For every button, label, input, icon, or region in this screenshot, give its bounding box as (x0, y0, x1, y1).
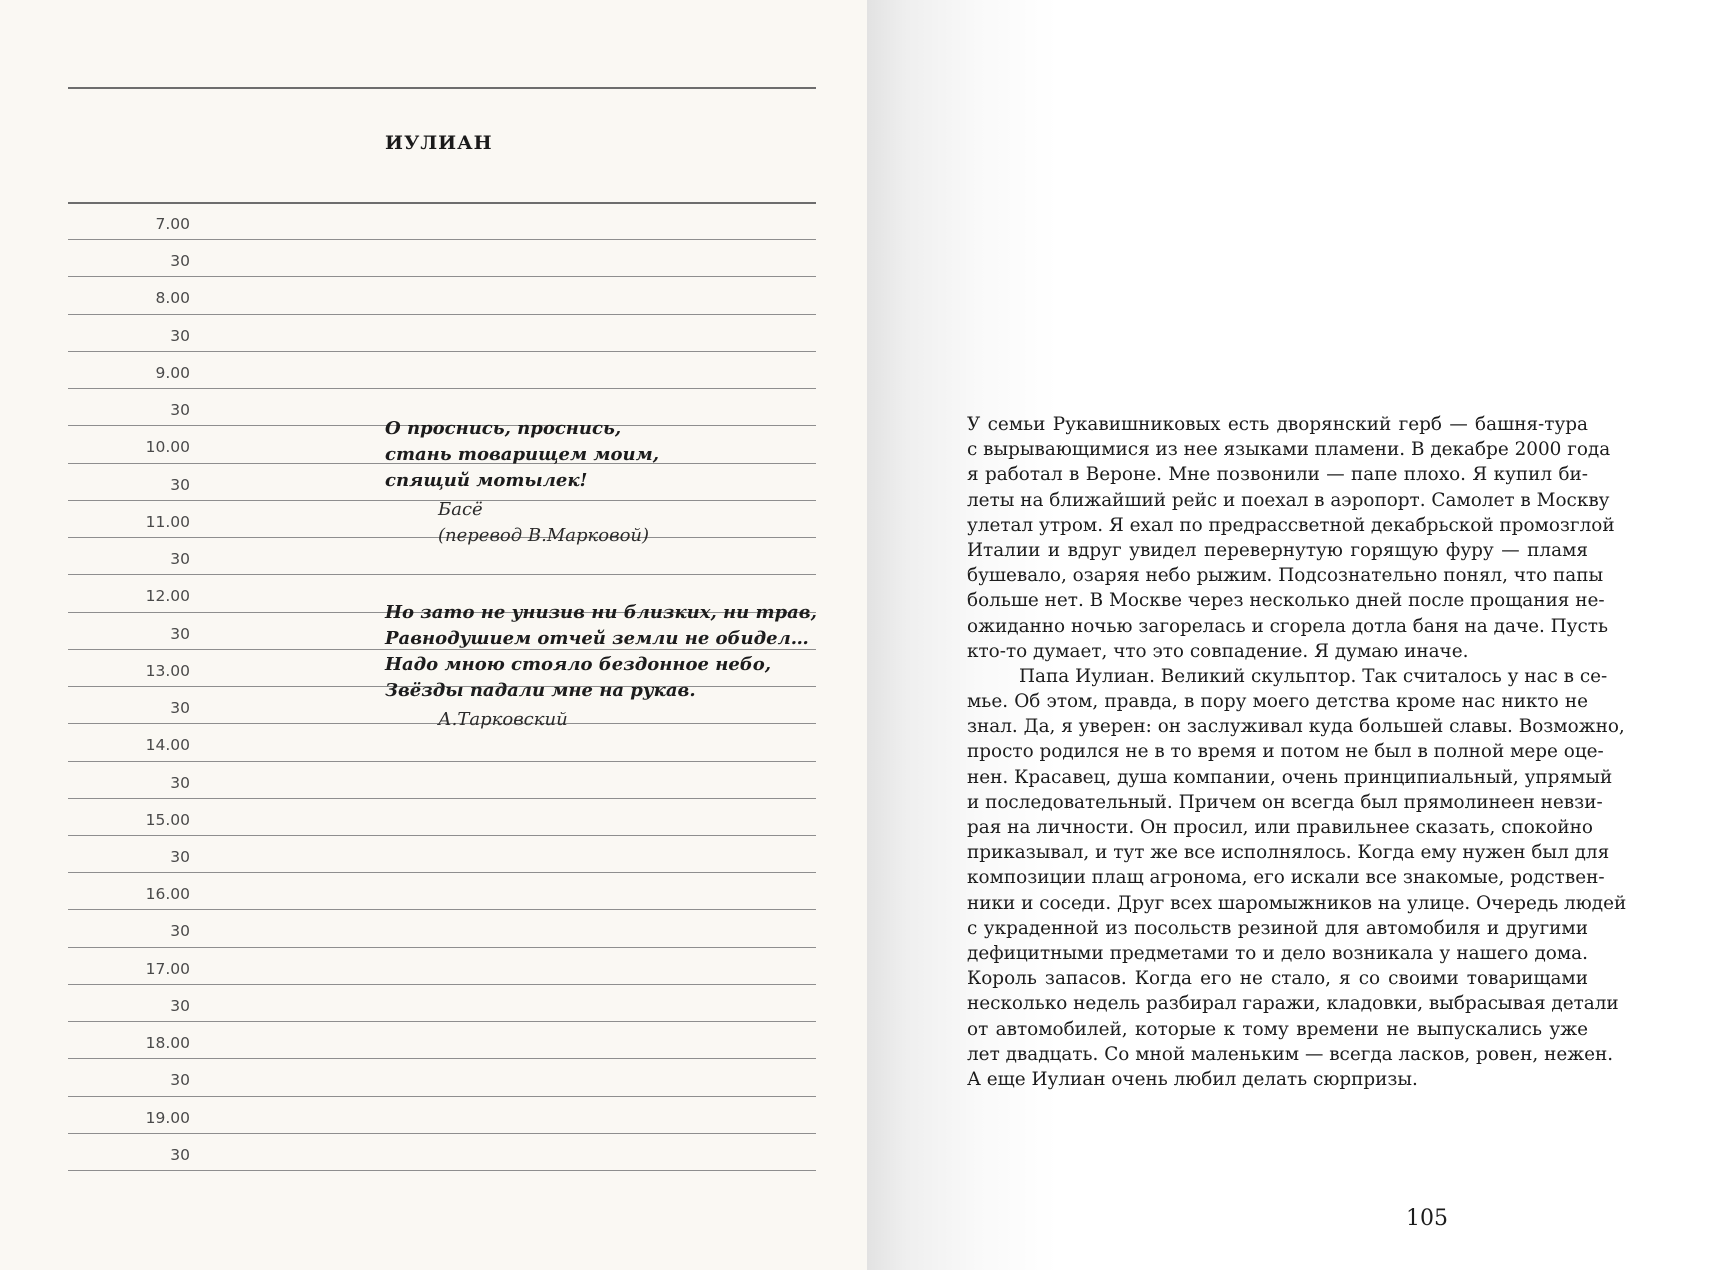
time-label: 30 (170, 326, 190, 345)
time-label: 30 (170, 996, 190, 1015)
time-label: 30 (170, 475, 190, 494)
epigraph-basho (385, 416, 659, 494)
poem-line: Надо мною стояло бездонное небо, (385, 654, 772, 675)
time-slot (68, 910, 816, 947)
time-label: 10.00 (145, 438, 190, 457)
poem-author: А.Тарковский (438, 709, 568, 730)
text-line: улетал утром. Я ехал по предрассветной декабрьской промозглой (967, 514, 1615, 536)
time-label: 30 (170, 550, 190, 569)
body-text (967, 412, 1627, 1092)
time-label: 12.00 (145, 587, 190, 606)
time-label: 30 (170, 922, 190, 941)
time-label: 16.00 (145, 885, 190, 904)
poem-line: Равнодушием отчей земли не обидел… (385, 628, 809, 649)
text-line: с украденной из посольств резиной для автомобиля и другими (967, 917, 1588, 939)
time-label: 30 (170, 847, 190, 866)
time-label: 30 (170, 252, 190, 271)
text-line: и последовательный. Причем он всегда был прямолинеен невзи- (967, 791, 1603, 813)
time-label: 30 (170, 401, 190, 420)
poem-line: стань товарищем моим, (385, 444, 659, 465)
time-slot (68, 240, 816, 277)
time-slot (68, 1059, 816, 1096)
text-line: я работал в Вероне. Мне позвонили — папе плохо. Я купил би- (967, 464, 1588, 486)
text-line: Король запасов. Когда его не стало, я со своими товарищами (967, 968, 1588, 990)
epigraph-tarkovsky (385, 600, 817, 704)
text-line: кто-то думает, что это совпадение. Я думаю иначе. (967, 640, 1469, 662)
time-label: 11.00 (145, 512, 190, 531)
time-label: 30 (170, 773, 190, 792)
time-slot (68, 203, 816, 240)
time-label: 8.00 (155, 289, 190, 308)
poem-line: Но зато не унизив ни близких, ни трав, (385, 602, 817, 623)
poem-line: Звёзды падали мне на рукав. (385, 680, 696, 701)
time-label: 30 (170, 624, 190, 643)
text-line: дефицитными предметами то и дело возникала у нашего дома. (967, 942, 1588, 964)
text-line: композиции плащ агронома, его искали все знакомые, родствен- (967, 867, 1605, 889)
text-line: ники и соседи. Друг всех шаромыжников на улице. Очередь людей (967, 892, 1627, 914)
time-label: 14.00 (145, 736, 190, 755)
page-number: 105 (1406, 1206, 1448, 1231)
time-slot (68, 315, 816, 352)
time-label: 7.00 (155, 215, 190, 233)
time-slot (68, 873, 816, 910)
text-line: знал. Да, я уверен: он заслуживал куда большей славы. Возможно, (967, 716, 1625, 738)
time-label: 17.00 (145, 959, 190, 978)
text-line: рая на личности. Он просил, или правильнее сказать, спокойно (967, 817, 1593, 838)
text-line: леты на ближайший рейс и поехал в аэропорт. Самолет в Москву (967, 489, 1610, 511)
text-line: несколько недель разбирал гаражи, кладовки, выбрасывая детали (967, 993, 1619, 1015)
planner-heading: ИУЛИАН (385, 132, 493, 154)
time-label: 19.00 (145, 1108, 190, 1127)
epigraph-basho-attribution (438, 497, 649, 549)
text-line: приказывал, и тут же все исполнялось. Когда ему нужен был для (967, 842, 1610, 864)
time-slot (68, 1022, 816, 1059)
time-slot (68, 836, 816, 873)
time-label: 15.00 (145, 810, 190, 829)
time-slot (68, 352, 816, 389)
time-label: 30 (170, 1145, 190, 1164)
text-line: лет двадцать. Со мной маленьким — всегда ласков, ровен, нежен. (967, 1043, 1614, 1065)
text-line: Италии и вдруг увидел перевернутую горящую фуру — пламя (967, 539, 1588, 561)
text-line: просто родился не в то время и потом не был в полной мере оце- (967, 741, 1604, 763)
top-rule (68, 87, 816, 89)
text-line: мье. Об этом, правда, в пору моего детства кроме нас никто не (967, 691, 1588, 713)
time-label: 13.00 (145, 661, 190, 680)
text-line: от автомобилей, которые к тому времени не выпускались уже (967, 1018, 1588, 1040)
time-label: 18.00 (145, 1034, 190, 1053)
time-slot (68, 762, 816, 799)
text-line: Папа Иулиан. Великий скульптор. Так считалось у нас в се- (1019, 665, 1608, 687)
time-label: 30 (170, 1071, 190, 1090)
time-slot (68, 985, 816, 1022)
time-slot (68, 1097, 816, 1134)
time-slot (68, 799, 816, 836)
time-label: 30 (170, 699, 190, 718)
time-slot (68, 948, 816, 985)
paragraph-2 (967, 664, 1627, 1092)
text-line: бушевало, озаряя небо рыжим. Подсознательно понял, что папы (967, 565, 1604, 587)
poem-line: спящий мотылек! (385, 470, 588, 491)
text-line: с вырывающимися из нее языками пламени. В декабре 2000 года (967, 439, 1611, 461)
text-line: ожиданно ночью загорелась и сгорела дотла баня на даче. Пусть (967, 615, 1608, 637)
poem-translator: (перевод В.Марковой) (438, 525, 650, 546)
poem-author: Басё (438, 499, 483, 520)
time-label: 9.00 (155, 363, 190, 382)
text-line: У семьи Рукавишниковых есть дворянский герб — башня-тура (967, 414, 1588, 435)
epigraph-tarkovsky-attribution (438, 707, 568, 733)
text-line: нен. Красавец, душа компании, очень принципиальный, упрямый (967, 766, 1613, 788)
text-line: больше нет. В Москве через несколько дней после прощания не- (967, 590, 1605, 612)
time-slot (68, 277, 816, 314)
time-slot (68, 1134, 816, 1171)
poem-line: О проснись, проснись, (385, 418, 622, 439)
paragraph-1 (967, 412, 1615, 664)
text-line: А еще Иулиан очень любил делать сюрпризы. (967, 1068, 1418, 1090)
